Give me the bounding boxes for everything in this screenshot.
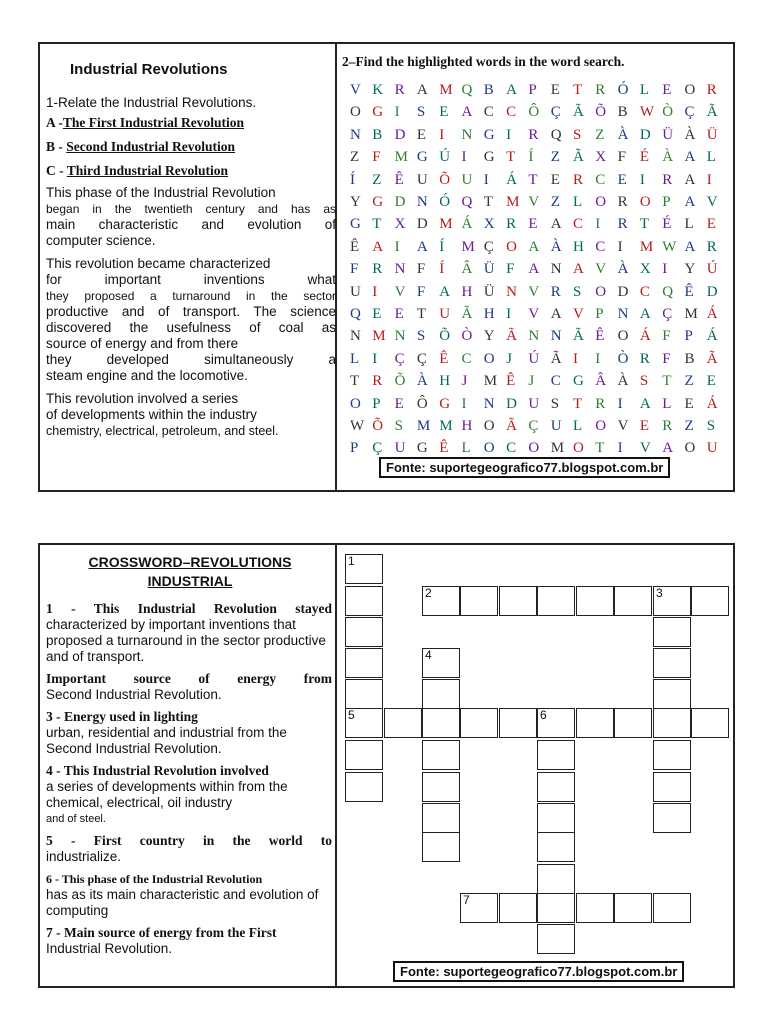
option-c: C - Third Industrial Revolution <box>46 163 229 178</box>
crossword-cell[interactable] <box>653 740 691 770</box>
crossword-cell[interactable] <box>576 586 614 616</box>
crossword-cell[interactable] <box>653 586 691 616</box>
clue-number: 4 <box>425 648 432 662</box>
option-b: B - Second Industrial Revolution <box>46 139 236 154</box>
crossword-cell[interactable] <box>537 740 575 770</box>
clue-7: 7 - Main source of energy from the First Industrial Revolution. <box>46 925 277 956</box>
word-search-grid: V K R A M Q B A P E T R Ó L E O R O G I S E A C C Ô Ç Ã Õ B W Ò Ç Ã N B D E I N G I R Q S Z À D Ü À Ü Z F M G Ú I G T Í Z Ã X F É À A L Í Z Ê U Õ U I Á T E R C E I R A I Y G D N Ó Q T M V Z L O R O P A V G T X D M Á X R E A C I R T É L E Ê A I A Í M Ç O A À H C I M W A R F R N F Í Â Ü F A N A V À X I Y Ú U I V F A H Ü N V R S O D C Q Ê D Q E E T U Ã H I V A V P N A Ç M Á N M N S Õ Ò Y Ã N N Ã Ê O Á F P Á L I Ç Ç Ê C O J Ú Ã I I Ò R F B Ã T R Õ À H J M Ê J C G Â À S T Z E O P E Ô G I N D U S T R I A L E Á W Õ S M M H O Ã Ç U L O V E R Z S P Ç U G Ê L O C O M O T I V A O U <box>350 82 718 457</box>
clue-number: 5 <box>348 708 355 722</box>
clue-number: 7 <box>463 893 470 907</box>
crossword-cell[interactable] <box>345 554 383 584</box>
crossword-cell[interactable] <box>422 740 460 770</box>
crossword-cell[interactable] <box>422 772 460 802</box>
crossword-cell[interactable] <box>653 893 691 923</box>
clue-number: 1 <box>348 554 355 568</box>
paragraph-third-revolution: This phase of the Industrial Revolution began in the twentieth century and has as main characteristic and evolution of computer science. <box>46 185 336 248</box>
crossword-cell[interactable] <box>653 617 691 647</box>
crossword-cell[interactable] <box>653 648 691 678</box>
clue-5: 5 - First country in the world to industrialize. <box>46 833 332 864</box>
paragraph-second-revolution: This revolution involved a series of developments within the industry chemistry, electrical, petroleum, and steel. <box>46 391 279 438</box>
crossword-cell[interactable] <box>422 803 460 833</box>
crossword-cell[interactable] <box>345 679 383 709</box>
source-credit-top: Fonte: suportegeografico77.blogspot.com.br <box>379 457 670 478</box>
question-2: 2–Find the highlighted words in the word search. <box>342 54 625 69</box>
crossword-cell[interactable] <box>422 586 460 616</box>
clue-number: 3 <box>656 586 663 600</box>
source-credit-bottom: Fonte: suportegeografico77.blogspot.com.br <box>393 961 684 982</box>
crossword-cell[interactable] <box>537 803 575 833</box>
option-a: A -The First Industrial Revolution <box>46 115 245 130</box>
clue-1: 1 - This Industrial Revolution stayed characterized by important inventions that proposed a turnaround in the sector productive and of transport. <box>46 601 332 664</box>
crossword-cell[interactable] <box>537 924 575 954</box>
word-search-section <box>342 54 732 457</box>
crossword-cell[interactable] <box>576 708 614 738</box>
clue-3: 3 - Energy used in lighting urban, residential and industrial from the Second Industrial Revolution. <box>46 709 287 756</box>
crossword-cell[interactable] <box>345 740 383 770</box>
crossword-cell[interactable] <box>653 772 691 802</box>
crossword-cell[interactable] <box>345 586 383 616</box>
crossword-panel <box>38 543 735 988</box>
clue-number: 2 <box>425 586 432 600</box>
crossword-grid <box>40 545 735 986</box>
crossword-cell[interactable] <box>345 708 383 738</box>
crossword-cell[interactable] <box>499 893 537 923</box>
panel-title: Industrial Revolutions <box>70 61 228 78</box>
crossword-cell[interactable] <box>537 864 575 894</box>
crossword-cell[interactable] <box>499 586 537 616</box>
crossword-cell[interactable] <box>422 679 460 709</box>
crossword-cell[interactable] <box>422 832 460 862</box>
crossword-cell[interactable] <box>614 893 652 923</box>
crossword-cell[interactable] <box>614 708 652 738</box>
crossword-cell[interactable] <box>460 893 498 923</box>
question-1: 1-Relate the Industrial Revolutions. <box>46 95 257 110</box>
crossword-cell[interactable] <box>384 708 422 738</box>
clue-6: 6 - This phase of the Industrial Revolution has as its main characteristic and evolution of computing <box>46 872 319 918</box>
crossword-title: CROSSWORD–REVOLUTIONS INDUSTRIAL <box>88 554 292 589</box>
crossword-cell[interactable] <box>537 708 575 738</box>
clue-4: 4 - This Industrial Revolution involved a series of developments within from the chemical, electrical, oil industry and of steel. <box>46 763 288 825</box>
clue-2: Important source of energy from Second Industrial Revolution. <box>46 671 332 702</box>
crossword-cell[interactable] <box>460 586 498 616</box>
crossword-cell[interactable] <box>653 679 691 709</box>
crossword-cell[interactable] <box>422 648 460 678</box>
crossword-cell[interactable] <box>537 772 575 802</box>
crossword-cell[interactable] <box>614 586 652 616</box>
crossword-cell[interactable] <box>345 648 383 678</box>
crossword-cell[interactable] <box>499 708 537 738</box>
crossword-cell[interactable] <box>537 586 575 616</box>
industrial-revolutions-panel <box>38 42 735 492</box>
crossword-cell[interactable] <box>460 708 498 738</box>
crossword-cell[interactable] <box>653 803 691 833</box>
crossword-cell[interactable] <box>345 772 383 802</box>
paragraph-first-revolution: This revolution became characterized for important inventions what they proposed a turnaround in the sector productive and of transport. The science discovered the usefulness of coal as source of energy and from there they developed simultaneously a steam engine and the locomotive. <box>46 256 336 383</box>
crossword-cell[interactable] <box>345 617 383 647</box>
crossword-cell[interactable] <box>537 893 575 923</box>
crossword-cell[interactable] <box>691 708 729 738</box>
crossword-cell[interactable] <box>653 708 691 738</box>
crossword-cell[interactable] <box>537 832 575 862</box>
clue-number: 6 <box>540 708 547 722</box>
crossword-cell[interactable] <box>576 893 614 923</box>
crossword-cell[interactable] <box>422 708 460 738</box>
crossword-cell[interactable] <box>691 586 729 616</box>
